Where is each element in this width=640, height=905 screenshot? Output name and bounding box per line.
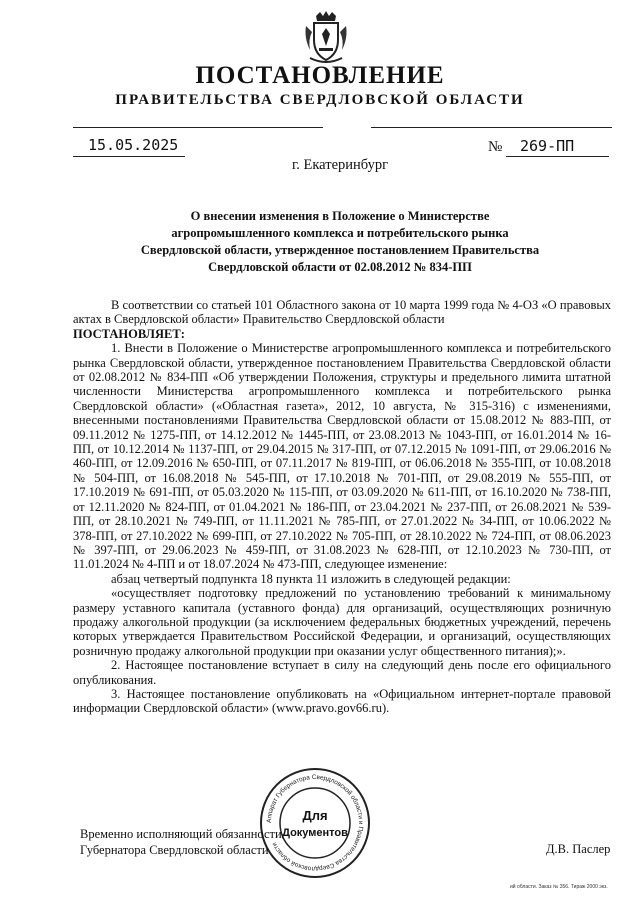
paragraph-1: 1. Внести в Положение о Министерстве агропромышленного комплекса и потребительского рынка Свердловской области, утвержденное постановлением Правительства Свердловской области от 02.08.2012 № 834-ПП «Об утверждении Положения, структуры и предельного лимита штатной численности Министерства агропромышленного комплекса и потребительского рынка Свердловской области» («Областная газета», 2012, 10 августа, № 315-316) с изменениями, внесенными постановлениями Правительства Свердловской области от 15.08.2012 № 883-ПП, от 09.11.2012 № 1275-ПП, от 14.12.2012 № 1445-ПП, от 23.08.2013 № 1043-ПП, от 16.01.2014 № 16-ПП, от 10.12.2014 № 1137-ПП, от 29.04.2015 № 317-ПП, от 07.12.2015 № 1091-ПП, от 29.06.2016 № 460-ПП, от 12.09.2016 № 650-ПП, от 07.11.2017 № 819-ПП, от 06.06.2018 № 355-ПП, от 10.08.2018 № 504-ПП, от 16.08.2018 № 545-ПП, от 17.10.2018 № 701-ПП, от 29.08.2019 № 555-ПП, от 17.10.2019 № 691-ПП, от 05.03.2020 № 115-ПП, от 03.09.2020 № 611-ПП, от 16.10.2020 № 738-ПП, от 12.11.2020 № 824-ПП, от 01.04.2021 № 186-ПП, от 23.04.2021 № 237-ПП, от 26.08.2021 № 539-ПП, от 28.10.2021 № 749-ПП, от 11.11.2021 № 785-ПП, от 27.01.2022 № 34-ПП, от 10.06.2022 № 378-ПП, от 27.10.2022 № 699-ПП, от 27.10.2022 № 705-ПП, от 28.10.2022 № 724-ПП, от 08.06.2023 № 397-ПП, от 29.06.2023 № 459-ПП, от 31.08.2023 № 628-ПП, от 12.10.2023 № 730-ПП, от 11.01.2024 № 4-ПП и от 18.07.2024 № 473-ПП, следующее изменение: <box>73 341 611 572</box>
subject-line: О внесении изменения в Положение о Министерстве <box>190 209 490 223</box>
document-date: 15.05.2025 <box>88 136 179 154</box>
subject-line: Свердловской области, утвержденное постановлением Правительства <box>140 243 540 257</box>
decree-word: ПОСТАНОВЛЯЕТ: <box>73 326 185 341</box>
position-line: Губернатора Свердловской области <box>80 843 269 857</box>
preamble-paragraph: В соответствии со статьей 101 Областного закона от 10 марта 1999 года № 4-ОЗ «О правовых актах в Свердловской области» Правительство Свердловской области <box>73 298 611 327</box>
number-sign: № <box>488 139 503 155</box>
document-body <box>73 298 611 716</box>
subject-line: агропромышленного комплекса и потребительского рынка <box>171 226 509 240</box>
signatory-position <box>80 826 282 858</box>
official-seal <box>258 766 372 880</box>
seal-ring-text: Аппарат Губернатора Свердловской области и Правительства Свердловской области <box>265 773 365 873</box>
city: г. Екатеринбург <box>291 157 389 173</box>
paragraph-amendment-text: «осуществляет подготовку предложений по установлению требований к минимальному размеру уставного капитала (уставного фонда) для организаций, осуществляющих розничную продажу алкогольной продукции (за исключением федеральных бюджетных учреждений, перечень которых утверждается Правительством Российской Федерации, и организаций, осуществляющих розничную продажу алкогольной продукции при оказании услуг общественного питания);». <box>73 586 611 658</box>
document-subtitle: ПРАВИТЕЛЬСТВА СВЕРДЛОВСКОЙ ОБЛАСТИ <box>115 92 525 108</box>
seal-text-line1: Для <box>302 808 328 823</box>
print-footer: ий области. Заказ № 356. Тираж 2000 экз. <box>510 884 608 890</box>
paragraph-amendment-intro: абзац четвертый подпункта 18 пункта 11 изложить в следующей редакции: <box>111 571 511 586</box>
coat-of-arms-icon <box>302 10 350 66</box>
header-rule-left <box>73 127 323 128</box>
signatory-name: Д.В. Паслер <box>546 842 611 856</box>
document-subject <box>100 208 580 276</box>
subject-line: Свердловской области от 02.08.2012 № 834-ПП <box>208 260 472 274</box>
seal-text-line2: Документов <box>282 827 348 839</box>
header-rule-right <box>371 127 612 128</box>
position-line: Временно исполняющий обязанности <box>80 827 282 841</box>
paragraph-3: 3. Настоящее постановление опубликовать на «Официальном интернет-портале правовой информации Свердловской области» (www.pravo.gov66.ru). <box>73 686 611 716</box>
document-title: ПОСТАНОВЛЕНИЕ <box>195 62 445 89</box>
document-number: 269-ПП <box>520 137 575 155</box>
paragraph-2: 2. Настоящее постановление вступает в силу на следующий день после его официального опубликования. <box>73 658 611 687</box>
